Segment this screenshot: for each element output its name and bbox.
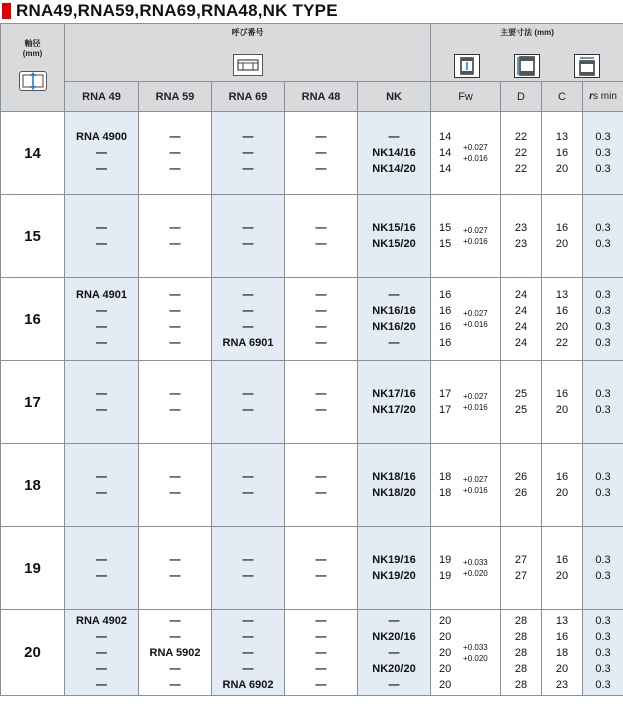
designation-value: — [169,487,181,499]
rna69-cell [212,444,285,527]
designation-value: — [96,321,107,333]
fw-value: 20 [439,678,452,691]
col-header-rs [583,82,623,112]
designation-value: — [169,321,181,333]
rna69-cell [212,112,285,195]
fw-value: 20 [439,662,452,675]
rna48-cell [285,361,358,444]
fw-cell [431,361,501,444]
rs-value: 0.3 [595,131,611,143]
d-cell [501,112,542,195]
col-header-c: C [542,82,583,112]
designation-value: NK18/20 [372,487,416,499]
d-value: 22 [514,147,528,159]
designation-value: NK20/16 [372,630,416,643]
d-cell [501,195,542,278]
designation-value: — [96,222,107,234]
c-value: 23 [555,678,569,691]
designation-value: — [315,630,327,643]
fw-cell [431,278,501,361]
designation-value: — [315,662,327,675]
tolerance-upper: +0.027 [463,309,488,318]
designation-value: — [96,305,107,317]
title-bar [0,0,623,22]
d-section-icon [514,54,540,78]
fw-cell [431,610,501,696]
tolerance-lower: +0.020 [463,569,488,578]
shaft-diameter: 18 [1,444,65,527]
tolerance-lower: +0.016 [463,154,488,163]
designation-value: — [169,147,181,159]
dimension-header [431,24,623,82]
tolerance-upper: +0.033 [463,558,488,567]
rs-value: 0.3 [595,147,611,159]
c-value: 20 [555,662,569,675]
fw-cell [431,444,501,527]
c-width-icon [574,54,600,78]
designation-value: — [242,614,254,627]
c-value: 16 [555,147,569,159]
designation-value: — [96,163,107,175]
designation-value: — [315,614,327,627]
c-value: 13 [555,289,569,301]
c-value: 13 [555,614,569,627]
designation-value: — [96,554,107,566]
designation-value: — [242,487,254,499]
tolerance-lower: +0.016 [463,320,488,329]
fw-value: 15 [439,238,452,250]
designation-value: NK19/16 [372,554,416,566]
designation-value: — [96,662,107,675]
nk-cell [358,610,431,696]
d-value: 28 [514,678,528,691]
rna49-cell [65,527,139,610]
designation-value: — [169,630,181,643]
d-cell [501,361,542,444]
rna59-cell [139,195,212,278]
shaft-diameter: 14 [1,112,65,195]
rna49-cell [65,361,139,444]
c-cell [542,444,583,527]
designation-value: NK18/16 [372,471,416,483]
designation-value: — [96,388,107,400]
designation-value: NK15/20 [372,238,416,250]
d-value: 24 [514,289,528,301]
designation-value: — [242,630,254,643]
d-value: 24 [514,321,528,333]
designation-value: — [242,238,254,250]
rs-value: 0.3 [595,238,611,250]
shaft-diameter: 20 [1,610,65,696]
c-cell [542,361,583,444]
designation-value: — [315,487,327,499]
designation-value: — [96,337,107,349]
fw-cell [431,112,501,195]
d-value: 24 [514,305,528,317]
fw-value: 16 [439,321,452,333]
designation-value: — [169,131,181,143]
designation-value: — [242,321,254,333]
shaft-diameter: 17 [1,361,65,444]
d-value: 25 [514,404,528,416]
c-cell [542,195,583,278]
rs-value: 0.3 [595,305,611,317]
designation-value: — [315,471,327,483]
rs-cell [583,527,623,610]
rna49-cell [65,610,139,696]
col-header-d: D [501,82,542,112]
designation-value: — [242,471,254,483]
shaft-diameter: 16 [1,278,65,361]
fw-value: 19 [439,554,452,566]
rna48-cell [285,195,358,278]
rna48-cell [285,112,358,195]
designation-value: — [242,662,254,675]
rna48-cell [285,610,358,696]
rna49-cell [65,278,139,361]
c-value: 20 [555,238,569,250]
designation-value: — [388,678,400,691]
rna59-cell [139,278,212,361]
table-row [1,278,623,361]
c-cell [542,610,583,696]
designation-value: — [388,646,400,659]
designation-value: — [315,321,327,333]
rna59-cell [139,361,212,444]
rna49-cell [65,112,139,195]
tolerance-lower: +0.016 [463,237,488,246]
fw-value: 20 [439,614,452,627]
designation-value: — [169,305,181,317]
designation-value: — [388,289,400,301]
designation-value: — [242,646,254,659]
rs-cell [583,361,623,444]
col-header-rna49: RNA 49 [65,82,139,112]
designation-value: — [315,388,327,400]
rs-value: 0.3 [595,289,611,301]
designation-value: NK15/16 [372,222,416,234]
designation-value: — [169,388,181,400]
spec-table-body [1,112,623,696]
fw-value: 17 [439,388,452,400]
fw-value: 14 [439,147,452,159]
d-cell [501,527,542,610]
col-header-rna48: RNA 48 [285,82,358,112]
designation-value: RNA 5902 [149,646,201,659]
col-header-fw: Fw [431,82,501,112]
shaft-diameter: 19 [1,527,65,610]
tolerance-upper: +0.027 [463,392,488,401]
table-row [1,361,623,444]
d-value: 28 [514,662,528,675]
rs-value: 0.3 [595,678,611,691]
rs-value: 0.3 [595,630,611,643]
nk-cell [358,527,431,610]
rna48-cell [285,278,358,361]
d-value: 23 [514,222,528,234]
c-value: 20 [555,404,569,416]
rna69-cell [212,527,285,610]
c-value: 18 [555,646,569,659]
d-value: 23 [514,238,528,250]
c-value: 20 [555,570,569,582]
c-value: 13 [555,131,569,143]
designation-value: — [242,289,254,301]
rs-value: 0.3 [595,646,611,659]
d-value: 22 [514,163,528,175]
designation-value: NK14/16 [372,147,416,159]
designation-value: NK20/20 [372,662,416,675]
c-value: 16 [555,305,569,317]
rs-suffix: s min [593,91,617,102]
shaft-label-1: 軸径 [24,39,41,48]
rs-cell [583,278,623,361]
designation-value: — [315,305,327,317]
designation-value: — [242,554,254,566]
d-value: 28 [514,630,528,643]
fw-value: 15 [439,222,452,234]
tolerance-lower: +0.020 [463,653,488,663]
rna49-cell [65,444,139,527]
designation-value: — [169,289,181,301]
dimension-label: 主要寸法 (mm) [500,28,554,37]
rna69-cell [212,278,285,361]
designation-value: — [315,570,327,582]
c-value: 16 [555,471,569,483]
c-value: 22 [555,337,569,349]
designation-value: — [315,404,327,416]
fw-value: 19 [439,570,452,582]
table-row [1,527,623,610]
tolerance-lower: +0.016 [463,486,488,495]
d-cell [501,444,542,527]
c-value: 16 [555,222,569,234]
designation-value: — [315,238,327,250]
rna48-cell [285,527,358,610]
fw-value: 18 [439,487,452,499]
designation-value: — [388,614,400,627]
table-row [1,112,623,195]
d-value: 26 [514,471,528,483]
col-header-rna59: RNA 59 [139,82,212,112]
designation-value: — [315,289,327,301]
rs-value: 0.3 [595,222,611,234]
designation-value: — [96,404,107,416]
tolerance-upper: +0.027 [463,475,488,484]
c-cell [542,278,583,361]
spec-table [0,23,623,696]
title-accent-mark [2,3,11,19]
shaft-label-2: (mm) [22,49,43,58]
d-value: 24 [514,337,528,349]
c-value: 20 [555,321,569,333]
rna59-cell [139,610,212,696]
designation-value: — [96,646,107,659]
fw-value: 18 [439,471,452,483]
designation-value: — [315,147,327,159]
d-cell [501,278,542,361]
fw-value: 16 [439,305,452,317]
rna59-cell [139,112,212,195]
fw-value: 14 [439,131,452,143]
rs-value: 0.3 [595,662,611,675]
rs-value: 0.3 [595,471,611,483]
table-row [1,195,623,278]
c-value: 20 [555,163,569,175]
d-value: 26 [514,487,528,499]
designation-value: — [242,147,254,159]
d-value: 28 [514,646,528,659]
nk-cell [358,112,431,195]
designation-value: — [169,222,181,234]
designation-value: — [169,662,181,675]
designation-value: — [96,147,107,159]
bearing-side-icon [233,54,263,76]
tolerance-upper: +0.027 [463,226,488,235]
fw-value: 16 [439,337,452,349]
shaft-diameter: 15 [1,195,65,278]
nk-cell [358,361,431,444]
rs-value: 0.3 [595,404,611,416]
designation-value: — [242,131,254,143]
rna48-cell [285,444,358,527]
designation-value: — [169,554,181,566]
designation-value: — [96,570,107,582]
designation-value: — [169,404,181,416]
d-cell [501,610,542,696]
d-value: 27 [514,554,528,566]
col-header-nk: NK [358,82,431,112]
rna59-cell [139,527,212,610]
designation-value: — [96,238,107,250]
table-row [1,610,623,696]
c-value: 16 [555,388,569,400]
rs-value: 0.3 [595,570,611,582]
tolerance-lower: +0.016 [463,403,488,412]
fw-value: 17 [439,404,452,416]
designation-value: RNA 4901 [76,289,127,301]
rs-value: 0.3 [595,487,611,499]
designation-value: — [315,337,327,349]
designation-value: — [169,570,181,582]
nk-cell [358,195,431,278]
designation-value: — [315,131,327,143]
rna69-cell [212,361,285,444]
designation-value: — [96,630,107,643]
designation-value: — [169,678,181,691]
tolerance-upper: +0.033 [463,642,488,652]
designation-value: NK17/16 [372,388,416,400]
shaft-icon [19,71,47,91]
rs-cell [583,195,623,278]
designation-value: RNA 4902 [76,614,127,627]
fw-value: 20 [439,630,452,643]
col-header-rna69: RNA 69 [212,82,285,112]
designation-value: — [96,487,107,499]
c-value: 16 [555,554,569,566]
designation-value: NK19/20 [372,570,416,582]
designation-value: — [96,678,107,691]
designation-value: — [169,337,181,349]
d-value: 25 [514,388,528,400]
designation-value: — [169,238,181,250]
designation-value: NK14/20 [372,163,416,175]
designation-value: RNA 4900 [76,131,127,143]
designation-value: NK16/20 [372,321,416,333]
designation-value: NK17/20 [372,404,416,416]
d-value: 28 [514,614,528,627]
rna59-cell [139,444,212,527]
rs-prefix: r [589,91,594,102]
designation-value: — [242,222,254,234]
rna49-cell [65,195,139,278]
tolerance-upper: +0.027 [463,143,488,152]
d-value: 27 [514,570,528,582]
fw-value: 14 [439,163,452,175]
rs-value: 0.3 [595,614,611,627]
designation-value: RNA 6902 [222,678,274,691]
designation-value: — [388,337,400,349]
designation-value: — [315,554,327,566]
designation-value: — [169,614,181,627]
table-row [1,444,623,527]
c-value: 16 [555,630,569,643]
fw-section-icon [454,54,480,78]
fw-value: 16 [439,289,452,301]
nk-cell [358,278,431,361]
designation-value: — [242,305,254,317]
rs-cell [583,444,623,527]
rs-cell [583,610,623,696]
rs-value: 0.3 [595,163,611,175]
shaft-header [1,24,65,112]
designation-value: — [169,163,181,175]
rs-value: 0.3 [595,388,611,400]
rna69-cell [212,195,285,278]
c-value: 20 [555,487,569,499]
rs-cell [583,112,623,195]
c-cell [542,112,583,195]
designation-value: — [315,163,327,175]
designation-value: — [96,471,107,483]
c-cell [542,527,583,610]
designation-value: — [242,404,254,416]
designation-value: NK16/16 [372,305,416,317]
designation-value: — [242,388,254,400]
rs-value: 0.3 [595,337,611,349]
designation-value: — [242,570,254,582]
designation-header [65,24,431,82]
designation-value: — [242,163,254,175]
designation-value: — [388,131,400,143]
fw-cell [431,527,501,610]
d-value: 22 [514,131,528,143]
rna69-cell [212,610,285,696]
designation-value: RNA 6901 [222,337,274,349]
designation-value: — [315,222,327,234]
page-title: RNA49,RNA59,RNA69,RNA48,NK TYPE [16,1,338,20]
designation-label: 呼び番号 [231,28,264,37]
rs-value: 0.3 [595,321,611,333]
designation-value: — [169,471,181,483]
rs-value: 0.3 [595,554,611,566]
nk-cell [358,444,431,527]
fw-cell [431,195,501,278]
designation-value: — [315,678,327,691]
designation-value: — [315,646,327,659]
fw-value: 20 [439,646,452,659]
